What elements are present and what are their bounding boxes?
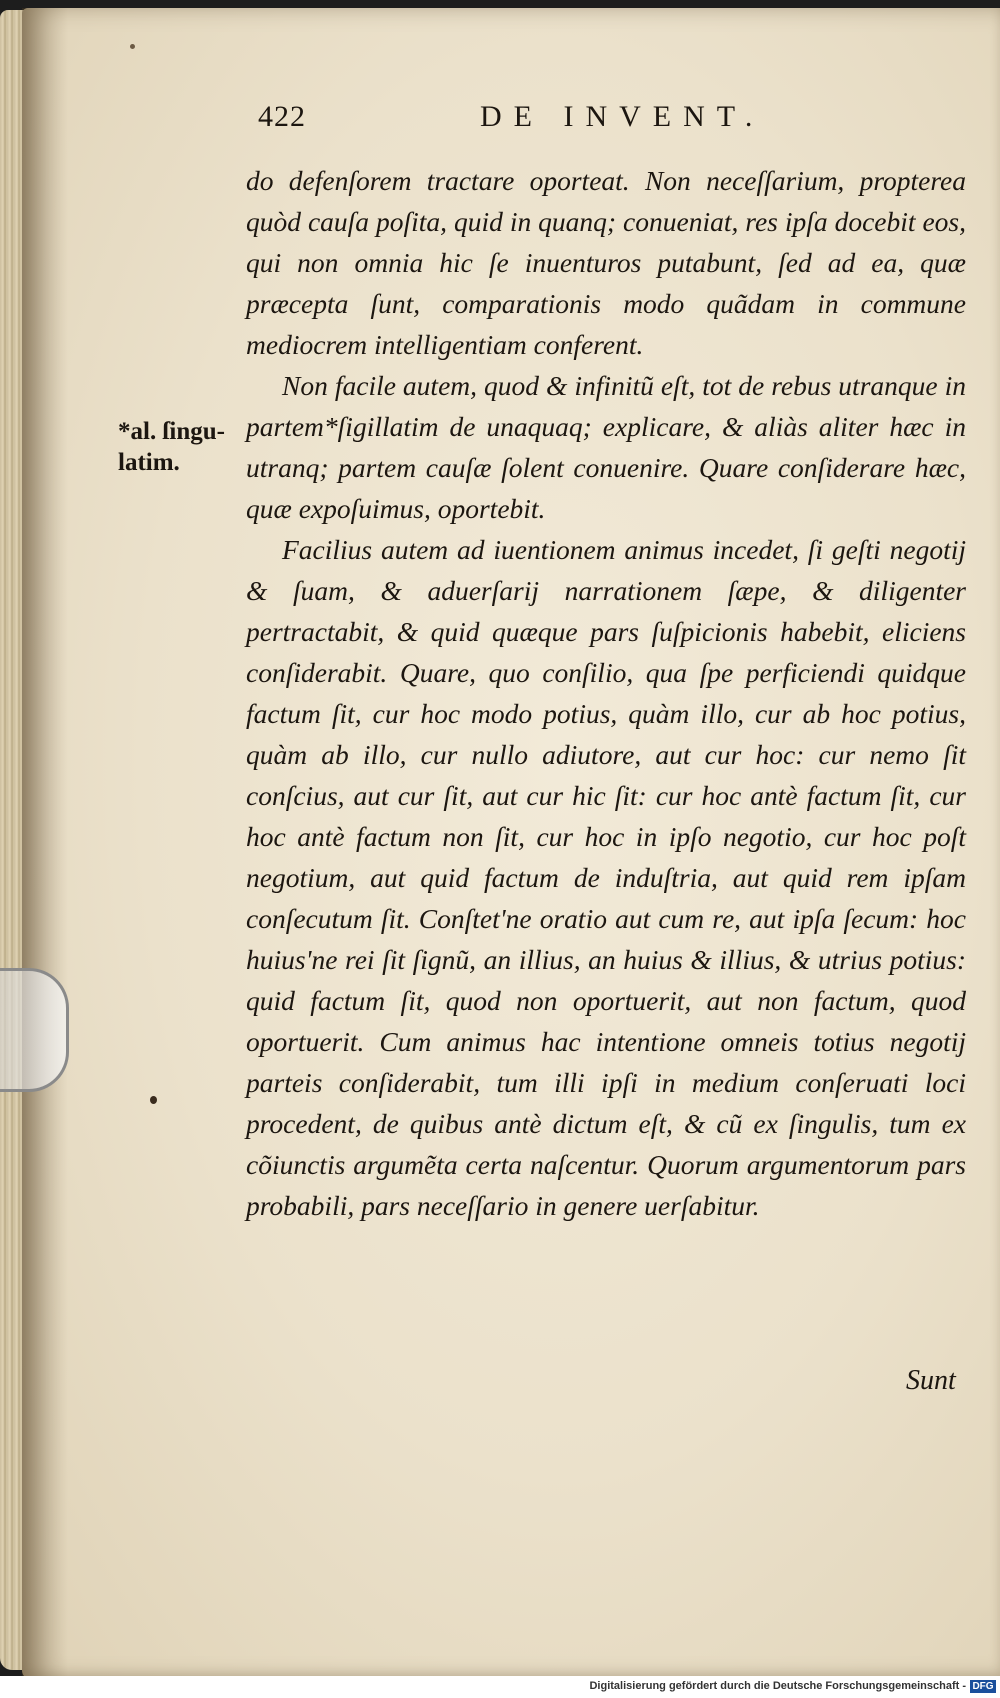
footer-credit: Digitalisierung gefördert durch die Deutsche Forschungsgemeinschaft - (589, 1680, 966, 1692)
catchword: Sunt (906, 1365, 956, 1396)
page-header (258, 100, 818, 144)
ink-speck (130, 44, 135, 49)
dfg-logo: DFG (970, 1680, 996, 1693)
page-clip (0, 968, 69, 1092)
body-text (246, 160, 966, 1226)
digitization-footer (0, 1676, 1000, 1698)
marginal-note-line: latim. (118, 449, 180, 476)
running-head: DE INVENT. (480, 100, 765, 133)
paragraph: do defenſorem tractare oporteat. Non neceſſarium, propterea quòd cauſa poſita, quid in quanq; conueniat, res ipſa docebit eos, qui non omnia hic ſe inuenturos putabunt, ſed ad ea, quæ præcepta ſunt, comparationis modo quãdam in commune mediocrem intelligentiam conferent. (246, 165, 966, 360)
paragraph: Non facile autem, quod & infinitũ eſt, tot de rebus utranque in partem*ſigillatim de unaquaq; explicare, & aliàs aliter hæc in utranq; partem cauſæ ſolent conuenire. Quare conſiderare hæc, quæ expoſuimus, oportebit. (246, 370, 966, 524)
page-number: 422 (258, 100, 306, 133)
marginal-note-line: *al. ſingu- (118, 418, 225, 445)
ink-speck (150, 1096, 157, 1104)
paragraph: Facilius autem ad iuentionem animus incedet, ſi geſti negotij & ſuam, & aduerſarij narrationem ſæpe, & diligenter pertractabit, & quid quæque pars ſuſpicionis habebit, eliciens conſiderabit. Quare, quo conſilio, qua ſpe perficiendi quidque factum ſit, cur hoc modo potius, quàm illo, cur ab hoc potius, quàm ab illo, cur nullo adiutore, aut cur hoc: cur nemo ſit conſcius, aut cur ſit, aut cur hic ſit: cur hoc antè factum ſit, cur hoc antè factum non ſit, cur hoc in ipſo negotio, cur hoc poſt negotium, aut quid factum de induſtria, aut quid rem ipſam conſecutum ſit. Conſtet'ne oratio aut cum re, aut ipſa ſecum: hoc huius'ne rei ſit ſignũ, an illius, an huius & illius, & utrius potius: quid factum ſit, quod non oportuerit, aut non factum, quod oportuerit. Cum animus hac intentione omneis totius negotij parteis conſiderabit, tum illi ipſi in medium conſeruati loci procedent, de quibus antè dictum eſt, & cũ ex ſingulis, tum ex cõiunctis argumẽta certa naſcentur. Quorum argumentorum pars probabili, pars neceſſario in genere uerſabitur. (246, 534, 966, 1221)
marginal-note (118, 416, 248, 478)
gutter-shadow (22, 8, 68, 1680)
